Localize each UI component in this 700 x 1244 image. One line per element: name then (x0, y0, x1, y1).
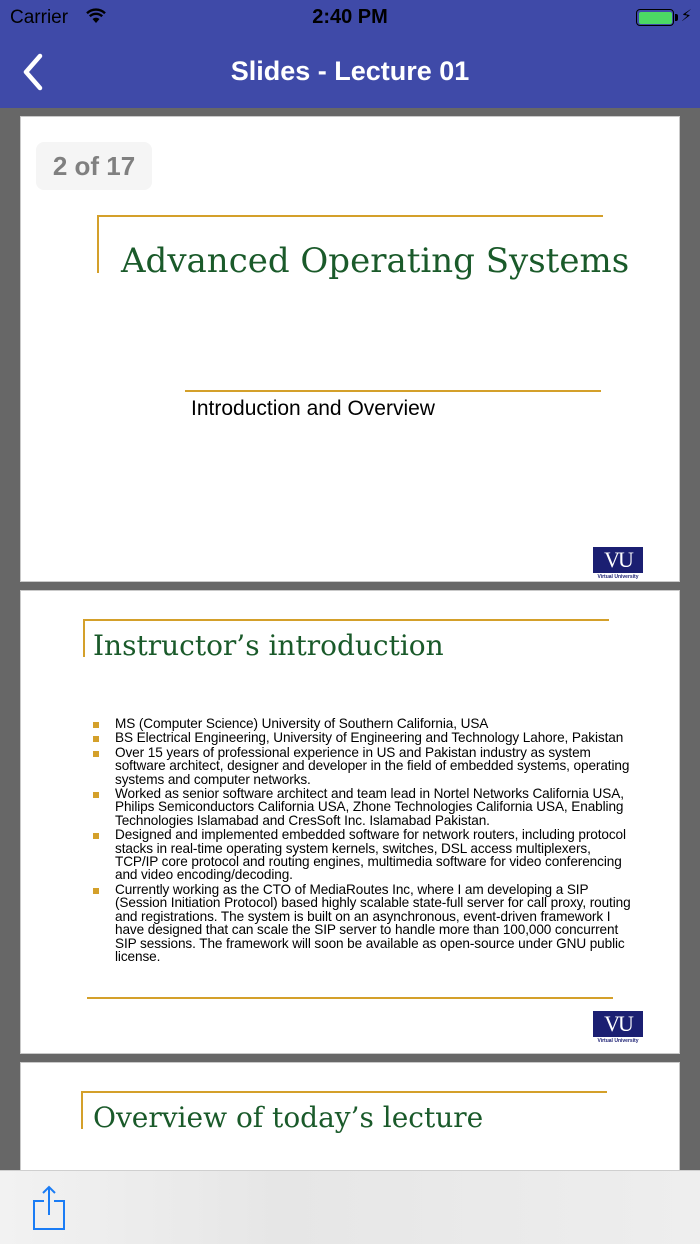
charging-bolt-icon: ⚡︎ (680, 8, 692, 25)
bullet-item: MS (Computer Science) University of Southern California, USA (93, 717, 633, 730)
battery-tip (675, 14, 678, 21)
slide-title: Overview of today’s lecture (93, 1101, 484, 1134)
navigation-bar (0, 36, 700, 108)
bullet-item: Worked as senior software architect and team lead in Nortel Networks California USA, Philips Semiconductors California USA, Zhone Technologies California USA, Enabling Technologies Islamabad and CresSoft Inc. Islamabad Pakistan. (93, 787, 633, 827)
share-button[interactable] (32, 1185, 68, 1231)
slide-frame-line (97, 215, 603, 217)
status-bar (0, 0, 700, 36)
vu-logo: VU Virtual University (593, 1011, 643, 1044)
bullet-item: Over 15 years of professional experience in US and Pakistan industry as system software architect, designer and developer in the field of embedded systems, operating systems and computer networks. (93, 746, 633, 786)
slide-divider (185, 390, 601, 392)
slide-divider (87, 997, 613, 999)
slide-frame-line (97, 215, 99, 273)
pdf-viewer[interactable] (0, 108, 700, 1170)
slide-title: Instructor’s introduction (93, 629, 444, 662)
bottom-toolbar (0, 1170, 700, 1244)
slide-frame-line (83, 619, 85, 657)
clock: 2:40 PM (312, 6, 388, 28)
vu-logo: VU Virtual University (593, 547, 643, 580)
page-indicator: 2 of 17 (36, 142, 152, 190)
slide-page (20, 1062, 680, 1170)
bullet-item: BS Electrical Engineering, University of Engineering and Technology Lahore, Pakistan (93, 731, 633, 744)
carrier-label: Carrier (10, 7, 69, 28)
slide-frame-line (81, 1091, 83, 1129)
slide-title: Advanced Operating Systems (121, 241, 630, 281)
slide-frame-line (83, 619, 609, 621)
bullet-item: Designed and implemented embedded software for network routers, including protocol stacks in real-time operating system kernels, switches, DSL access multiplexers, TCP/IP core protocol and routing engines, multimedia software for video conferencing and video encoding/decoding. (93, 828, 633, 882)
bullet-item: Currently working as the CTO of MediaRoutes Inc, where I am developing a SIP (Session Initiation Protocol) based highly scalable state-full server for call proxy, routing and registrations. The system is built on an asynchronous, event-driven framework I have designed that can scale the SIP server to handle more than 100,000 concurrent SIP sessions. The framework will soon be available as open-source under GNU public license. (93, 883, 633, 963)
share-icon (32, 1185, 68, 1231)
slide-page (20, 590, 680, 1054)
slide-subtitle: Introduction and Overview (191, 397, 435, 420)
slide-frame-line (81, 1091, 607, 1093)
bullet-list (93, 717, 633, 964)
page-title: Slides - Lecture 01 (230, 56, 470, 86)
battery-icon (636, 9, 674, 26)
